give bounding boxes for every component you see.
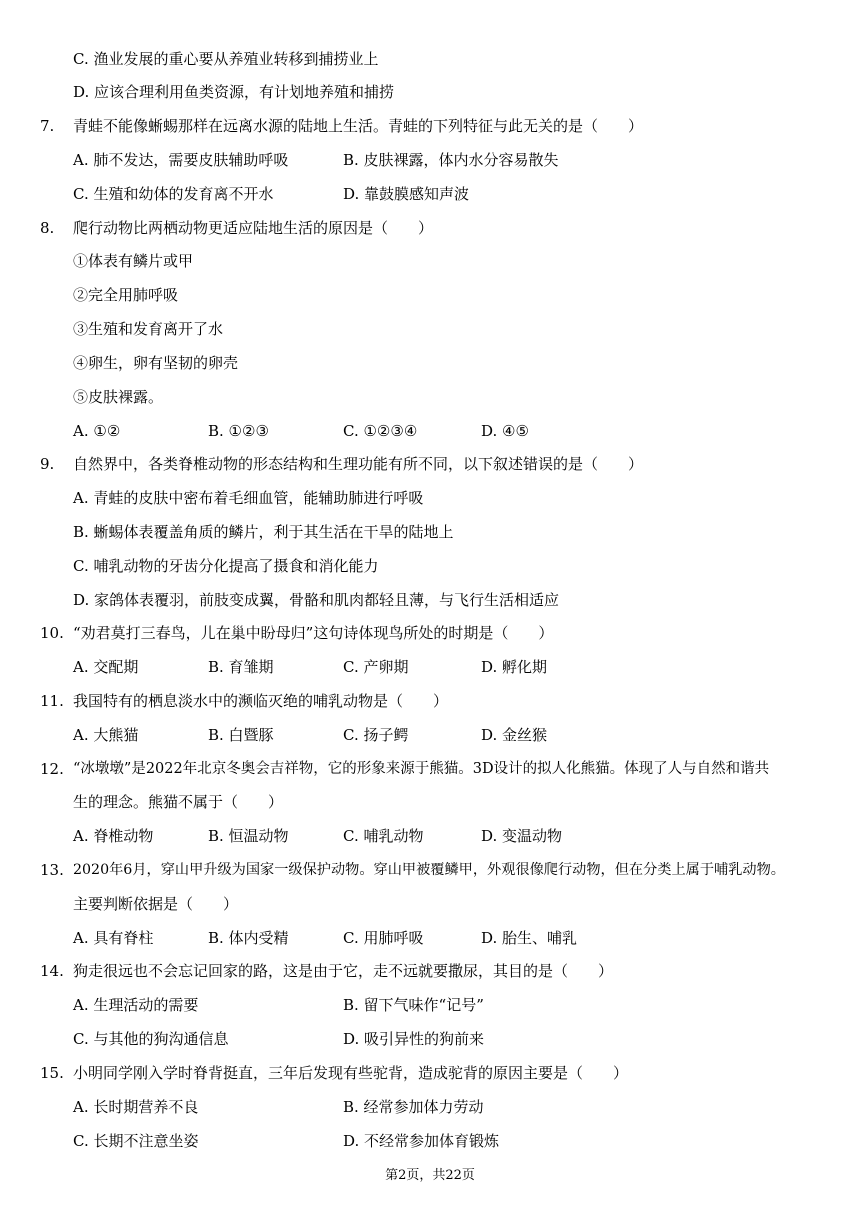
option-b: B. 经常参加体力劳动 — [343, 1098, 484, 1116]
question-number: 7. — [40, 117, 55, 135]
option-a: A. 长时期营养不良 — [73, 1098, 199, 1116]
option-c: C. 生殖和幼体的发育离不开水 — [73, 185, 274, 203]
page-footer: 第2页，共22页 — [385, 1168, 475, 1183]
question-number: 9. — [40, 455, 55, 473]
option-a: A. 具有脊柱 — [73, 929, 154, 947]
option-c: C. 哺乳动物 — [343, 827, 424, 845]
option-c: C. 哺乳动物的牙齿分化提高了摄食和消化能力 — [73, 557, 379, 575]
option-d: D. 不经常参加体育锻炼 — [343, 1132, 500, 1150]
option-c: C. 用肺呼吸 — [343, 929, 424, 947]
option-d: D. 变温动物 — [481, 827, 563, 845]
question-number: 12. — [40, 760, 64, 778]
question-stem: 爬行动物比两栖动物更适应陆地生活的原因是（ ） — [73, 219, 434, 237]
option-d: D. 孵化期 — [481, 658, 548, 676]
statement-item: ⑤皮肤裸露。 — [73, 388, 164, 406]
question-number: 10. — [40, 624, 64, 642]
option-c: C. 长期不注意坐姿 — [73, 1132, 199, 1150]
statement-item: ②完全用肺呼吸 — [73, 286, 179, 304]
option-b: B. 留下气味作“记号” — [343, 996, 484, 1014]
option-d: D. 金丝猴 — [481, 726, 548, 744]
option-d: D. ④⑤ — [481, 422, 529, 440]
option-a: A. 交配期 — [73, 658, 139, 676]
statement-item: ④卵生，卵有坚韧的卵壳 — [73, 354, 239, 372]
option-c: C. ①②③④ — [343, 422, 418, 440]
option-c: C. 扬子鳄 — [343, 726, 409, 744]
option-d: D. 胎生、哺乳 — [481, 929, 578, 947]
option-d: D. 靠鼓膜感知声波 — [343, 185, 470, 203]
q6-option-c: C. 渔业发展的重心要从养殖业转移到捕捞业上 — [73, 50, 379, 68]
question-stem: “劝君莫打三春鸟，儿在巢中盼母归”这句诗体现鸟所处的时期是（ ） — [73, 624, 554, 642]
option-b: B. ①②③ — [208, 422, 269, 440]
option-b: B. 育雏期 — [208, 658, 274, 676]
question-stem: 狗走很远也不会忘记回家的路，这是由于它，走不远就要撒尿，其目的是（ ） — [73, 962, 614, 980]
question-stem: “冰墩墩”是2022年北京冬奥会吉祥物，它的形象来源于熊猫。3D设计的拟人化熊猫。体现了人与自然和谐共 — [73, 761, 770, 777]
question-number: 11. — [40, 692, 64, 710]
option-a: A. 肺不发达，需要皮肤辅助呼吸 — [73, 151, 289, 169]
statement-item: ③生殖和发育离开了水 — [73, 320, 224, 338]
option-c: C. 产卵期 — [343, 658, 409, 676]
option-a: A. ①② — [73, 422, 121, 440]
option-d: D. 家鸽体表覆羽，前肢变成翼，骨骼和肌肉都轻且薄，与飞行生活相适应 — [73, 591, 560, 609]
question-stem: 自然界中，各类脊椎动物的形态结构和生理功能有所不同，以下叙述错误的是（ ） — [73, 455, 644, 473]
option-c: C. 与其他的狗沟通信息 — [73, 1030, 229, 1048]
question-stem: 我国特有的栖息淡水中的濒临灭绝的哺乳动物是（ ） — [73, 692, 449, 710]
option-d: D. 吸引异性的狗前来 — [343, 1030, 485, 1048]
option-a: A. 脊椎动物 — [73, 827, 154, 845]
question-number: 15. — [40, 1064, 64, 1082]
question-stem: 小明同学刚入学时脊背挺直，三年后发现有些驼背，造成驼背的原因主要是（ ） — [73, 1064, 629, 1082]
option-b: B. 恒温动物 — [208, 827, 289, 845]
question-stem: 2020年6月，穿山甲升级为国家一级保护动物。穿山甲被覆鳞甲，外观很像爬行动物，但在分类上属于哺乳动物。 — [73, 862, 785, 878]
question-number: 14. — [40, 962, 64, 980]
question-stem: 青蛙不能像蜥蜴那样在远离水源的陆地上生活。青蛙的下列特征与此无关的是（ ） — [73, 117, 644, 135]
option-b: B. 皮肤裸露，体内水分容易散失 — [343, 151, 559, 169]
question-stem-continued: 生的理念。熊猫不属于（ ） — [73, 793, 284, 811]
q6-option-d: D. 应该合理利用鱼类资源，有计划地养殖和捕捞 — [73, 83, 395, 101]
option-a: A. 青蛙的皮肤中密布着毛细血管，能辅助肺进行呼吸 — [73, 489, 424, 507]
question-number: 8. — [40, 219, 55, 237]
question-stem-continued: 主要判断依据是（ ） — [73, 895, 239, 913]
option-b: B. 蜥蜴体表覆盖角质的鳞片，利于其生活在干旱的陆地上 — [73, 523, 454, 541]
statement-item: ①体表有鳞片或甲 — [73, 252, 194, 270]
option-b: B. 体内受精 — [208, 929, 289, 947]
option-b: B. 白暨豚 — [208, 726, 274, 744]
question-number: 13. — [40, 861, 64, 879]
option-a: A. 生理活动的需要 — [73, 996, 199, 1014]
option-a: A. 大熊猫 — [73, 726, 139, 744]
